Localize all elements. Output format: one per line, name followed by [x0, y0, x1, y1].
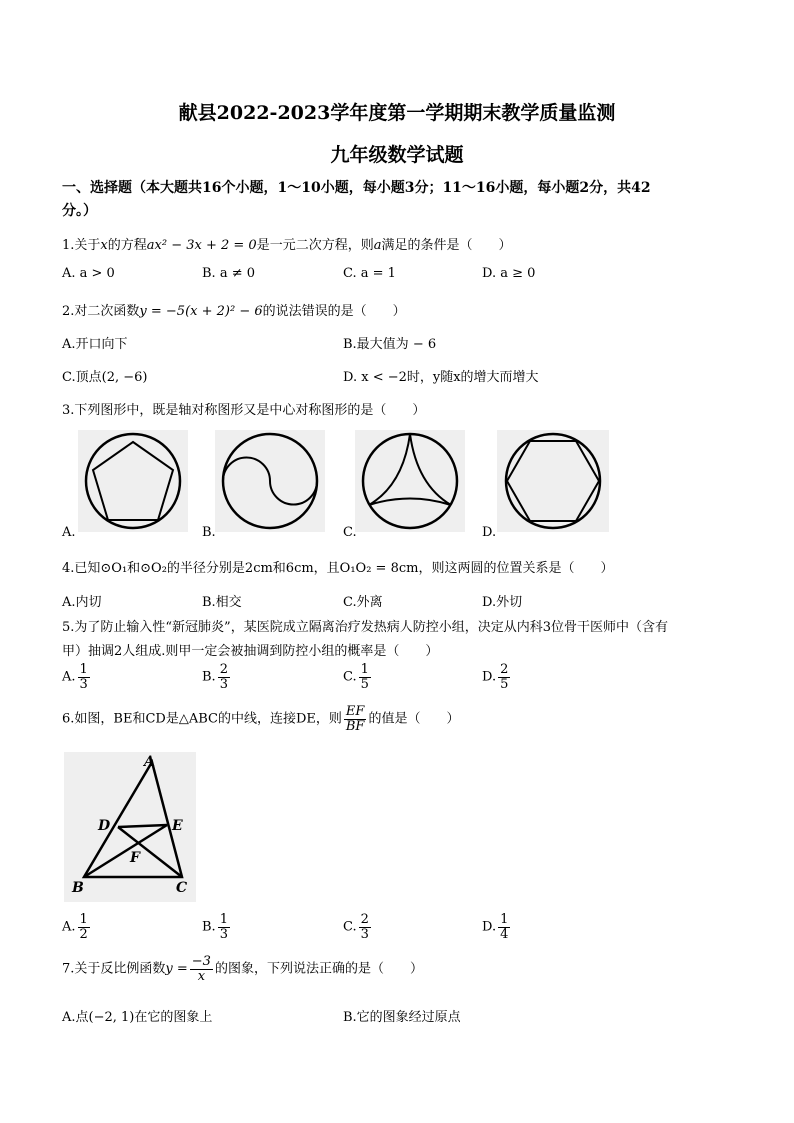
q6-option-b-num: 1 — [219, 912, 228, 927]
q6-option-b-label: B. — [202, 919, 216, 935]
q6-option-c-label: C. — [343, 919, 357, 935]
q5-option-d[interactable] — [482, 663, 512, 691]
q6-fraction — [344, 705, 367, 733]
q5-option-b-num: 2 — [219, 662, 228, 677]
q5-option-c-den: 5 — [360, 676, 369, 692]
q6-label-D: D — [98, 818, 111, 834]
q1-var-x: x — [100, 238, 108, 253]
q7-option-b[interactable]: B.它的图象经过原点 — [343, 1010, 461, 1025]
exam-subtitle: 九年级数学试题 — [330, 144, 464, 166]
q3-figure-d-hexagon-icon — [497, 430, 609, 532]
q5-option-a-num: 1 — [79, 662, 88, 677]
q5-option-c[interactable] — [343, 663, 373, 691]
q6-option-d-num: 1 — [500, 912, 509, 927]
q3-figure-c-curved-triangle-icon — [355, 430, 465, 532]
q5-option-a-label: A. — [62, 669, 76, 685]
q5-option-d-fraction — [498, 663, 510, 691]
q3-label-d[interactable]: D. — [482, 525, 497, 540]
q2-equation: y = −5(x + 2)² − 6 — [139, 304, 263, 319]
q3-figure-b-yinyang-icon — [215, 430, 325, 532]
q5-option-b-den: 3 — [219, 676, 228, 692]
q2-option-a[interactable]: A.开口向下 — [62, 337, 128, 352]
q1-stem — [62, 234, 511, 253]
q6-label-C: C — [176, 880, 188, 896]
q1-stem-post: 是一元二次方程，则 — [256, 238, 374, 253]
section1-heading-cont: 分。） — [62, 203, 97, 219]
q6-stem — [62, 705, 459, 733]
q6-option-b-fraction — [218, 913, 230, 941]
q1-var-a: a — [373, 238, 382, 253]
q7-stem-pre: 7.关于反比例函数 — [62, 961, 166, 977]
q6-option-d-label: D. — [482, 919, 497, 935]
q2-stem-pre: 2.对二次函数 — [62, 304, 140, 319]
q2-option-c[interactable]: C.顶点(2, −6) — [62, 370, 148, 385]
q1-stem-end: 满足的条件是（ ） — [381, 238, 512, 253]
q6-label-F: F — [130, 850, 140, 866]
q6-option-a-den: 2 — [79, 926, 88, 942]
q7-option-a[interactable]: A.点(−2, 1)在它的图象上 — [62, 1010, 213, 1025]
q6-option-c-num: 2 — [360, 912, 369, 927]
q6-label-A: A — [144, 754, 155, 770]
q5-stem: 5.为了防止输入性“新冠肺炎”，某医院成立隔离治疗发热病人防控小组，决定从内科3位骨干医师中（含有 — [62, 620, 668, 635]
q4-option-a[interactable]: A.内切 — [62, 595, 102, 610]
q6-option-b-den: 3 — [219, 926, 228, 942]
q5-option-a-fraction — [78, 663, 90, 691]
q2-stem — [62, 300, 406, 319]
q3-stem: 3.下列图形中，既是轴对称图形又是中心对称图形的是（ ） — [62, 403, 426, 418]
q3-figure-a-pentagon-icon — [78, 430, 188, 532]
q5-option-d-den: 5 — [500, 676, 509, 692]
q6-option-c[interactable] — [343, 913, 373, 941]
q6-option-a-num: 1 — [79, 912, 88, 927]
q5-option-a-den: 3 — [79, 676, 88, 692]
q4-option-d[interactable]: D.外切 — [482, 595, 523, 610]
q5-option-c-label: C. — [343, 669, 357, 685]
q1-stem-mid: 的方程 — [107, 238, 147, 253]
q5-option-a[interactable] — [62, 663, 92, 691]
exam-title: 献县2022-2023学年度第一学期期末教学质量监测 — [178, 102, 616, 124]
q5-stem-cont: 甲）抽调2人组成.则甲一定会被抽调到防控小组的概率是（ ） — [62, 644, 439, 659]
q5-option-c-fraction — [359, 663, 371, 691]
q7-fraction — [190, 955, 213, 983]
q6-option-b[interactable] — [202, 913, 232, 941]
q6-option-d-fraction — [498, 913, 510, 941]
q6-frac-den: BF — [345, 718, 365, 734]
q5-option-d-num: 2 — [500, 662, 509, 677]
q4-option-c[interactable]: C.外离 — [343, 595, 383, 610]
q6-label-B: B — [72, 880, 84, 896]
q7-stem — [62, 955, 423, 983]
q6-label-E: E — [172, 818, 183, 834]
q2-option-d[interactable]: D. x < −2时，y随x的增大而增大 — [343, 370, 539, 385]
q6-option-a[interactable] — [62, 913, 92, 941]
q1-stem-pre: 1.关于 — [62, 238, 101, 253]
q6-option-d-den: 4 — [500, 926, 509, 942]
q4-stem: 4.已知⊙O₁和⊙O₂的半径分别是2cm和6cm，且O₁O₂ = 8cm，则这两圆的位置关系是（ ） — [62, 561, 614, 576]
q2-option-b[interactable]: B.最大值为 − 6 — [343, 337, 437, 352]
q2-stem-post: 的说法错误的是（ ） — [262, 304, 406, 319]
q1-option-b[interactable]: B. a ≠ 0 — [202, 266, 255, 281]
q6-stem-pre: 6.如图，BE和CD是△ABC的中线，连接DE，则 — [62, 711, 342, 727]
q1-option-c[interactable]: C. a = 1 — [343, 266, 396, 281]
q5-option-b-label: B. — [202, 669, 216, 685]
q6-option-c-den: 3 — [360, 926, 369, 942]
q5-option-b[interactable] — [202, 663, 232, 691]
q6-frac-num: EF — [344, 705, 367, 720]
q6-option-a-label: A. — [62, 919, 76, 935]
q3-label-b[interactable]: B. — [202, 525, 216, 540]
q1-option-d[interactable]: D. a ≥ 0 — [482, 266, 536, 281]
q7-frac-den: x — [197, 968, 206, 984]
q7-frac-num: −3 — [191, 954, 211, 969]
q1-option-a[interactable]: A. a > 0 — [62, 266, 115, 281]
q6-stem-post: 的值是（ ） — [368, 711, 460, 727]
q3-label-a[interactable]: A. — [62, 525, 76, 540]
q1-equation: ax² − 3x + 2 = 0 — [146, 238, 257, 253]
q4-option-b[interactable]: B.相交 — [202, 595, 242, 610]
q6-triangle-figure — [64, 752, 196, 902]
q6-option-d[interactable] — [482, 913, 512, 941]
q3-label-c[interactable]: C. — [343, 525, 357, 540]
section1-heading: 一、选择题（本大题共16个小题，1～10小题，每小题3分；11～16小题，每小题2分，共42 — [62, 180, 651, 196]
q5-option-c-num: 1 — [360, 662, 369, 677]
q6-option-c-fraction — [359, 913, 371, 941]
q6-option-a-fraction — [78, 913, 90, 941]
q7-lhs: y = — [165, 961, 188, 977]
q5-option-d-label: D. — [482, 669, 497, 685]
q7-stem-post: 的图象，下列说法正确的是（ ） — [214, 961, 423, 977]
q5-option-b-fraction — [218, 663, 230, 691]
